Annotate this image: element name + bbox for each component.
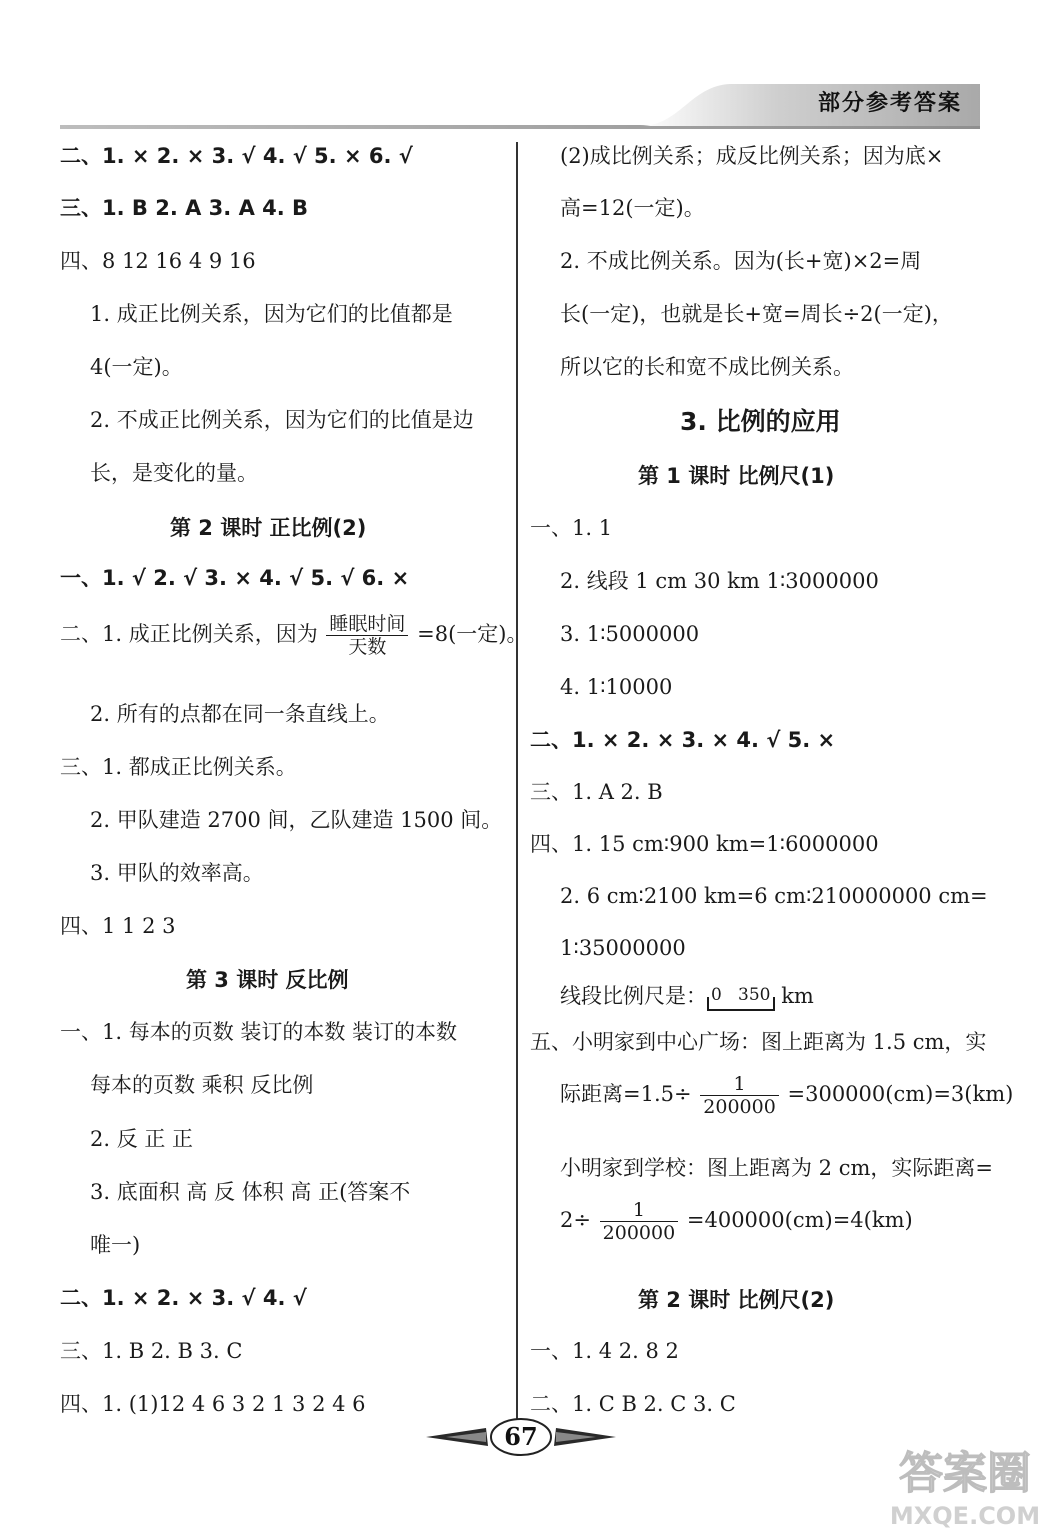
answer-line: 2. 反 正 正: [90, 1127, 194, 1151]
answer-line-fraction: [530, 1070, 1013, 1118]
answer-line-fraction: [530, 1196, 913, 1244]
answer-text: 际距离=1.5÷: [560, 1082, 692, 1106]
page-number: 67: [504, 1422, 538, 1451]
answer-text: =300000(cm)=3(km): [787, 1082, 1014, 1106]
answer-line: 长(一定)，也就是长+宽=周长÷2(一定)，: [560, 302, 953, 326]
answer-line: 3. 底面积 高 反 体积 高 正(答案不: [90, 1180, 411, 1204]
answer-line: 二、1. × 2. × 3. √ 4. √: [60, 1286, 307, 1310]
answer-line: 1∶35000000: [560, 936, 686, 960]
answer-line: 高=12(一定)。: [560, 196, 705, 220]
answer-line: 四、1. 15 cm∶900 km=1∶6000000: [530, 832, 879, 856]
answer-line: 4(一定)。: [90, 355, 183, 379]
answer-line: 2. 6 cm∶2100 km=6 cm∶210000000 cm=: [560, 884, 988, 908]
answer-text: 2÷: [560, 1208, 591, 1232]
scale-zero: 0: [711, 984, 722, 1005]
svg-text:答案圈: 答案圈: [899, 1448, 1031, 1499]
answer-line: 2. 所有的点都在同一条直线上。: [90, 702, 390, 726]
answer-line: 二、1. × 2. × 3. √ 4. √ 5. × 6. √: [60, 144, 413, 168]
answer-line: 2. 不成正比例关系，因为它们的比值是边: [90, 408, 474, 432]
fraction-denominator: 天数: [348, 636, 387, 658]
column-divider: [516, 142, 518, 1420]
answer-line: 小明家到学校：图上距离为 2 cm，实际距离=: [560, 1156, 993, 1180]
lesson-heading: 第 3 课时 反比例: [186, 968, 349, 992]
answer-line: 2. 线段 1 cm 30 km 1∶3000000: [560, 569, 879, 593]
answer-text: 线段比例尺是：: [560, 984, 707, 1008]
answer-line-fraction: [60, 610, 527, 658]
answer-line: (2)成比例关系；成反比例关系；因为底×: [560, 144, 944, 168]
answer-line: 一、1. 每本的页数 装订的本数 装订的本数: [60, 1020, 458, 1044]
answer-line: 长，是变化的量。: [90, 461, 258, 485]
fraction-denominator: 200000: [703, 1096, 776, 1118]
answer-text: 二、1. 成正比例关系，因为: [60, 622, 318, 646]
lesson-heading: 第 2 课时 比例尺(2): [638, 1288, 835, 1312]
section-title: 3. 比例的应用: [680, 407, 841, 436]
svg-text:MXQE.COM: MXQE.COM: [889, 1502, 1041, 1530]
answer-line: 三、1. A 2. B: [530, 780, 663, 804]
answer-line: 所以它的长和宽不成比例关系。: [560, 355, 854, 379]
scale-unit: km: [781, 984, 814, 1008]
lesson-heading: 第 1 课时 比例尺(1): [638, 464, 835, 488]
answer-line: 3. 甲队的效率高。: [90, 861, 264, 885]
fraction: [700, 1073, 779, 1118]
answer-line: 一、1. 4 2. 8 2: [530, 1339, 679, 1363]
answer-line: 三、1. B 2. B 3. C: [60, 1339, 243, 1363]
answer-line: 三、1. 都成正比例关系。: [60, 755, 297, 779]
answer-line: 三、1. B 2. A 3. A 4. B: [60, 196, 309, 220]
watermark-logo: [880, 1440, 1050, 1532]
fraction-numerator: 1: [600, 1199, 679, 1222]
scale-value: 350: [738, 984, 771, 1005]
answer-text: =8(一定)。: [417, 622, 528, 646]
lesson-heading: 第 2 课时 正比例(2): [170, 516, 367, 540]
answer-line: 二、1. × 2. × 3. × 4. √ 5. ×: [530, 728, 836, 752]
fraction: [600, 1199, 679, 1244]
scale-bar: [707, 985, 775, 1011]
answer-line: 四、1 1 2 3: [60, 914, 176, 938]
header-title: 部分参考答案: [817, 91, 962, 116]
answer-line: 二、1. C B 2. C 3. C: [530, 1392, 736, 1416]
answer-line: 3. 1∶5000000: [560, 622, 700, 646]
answer-line: 一、1. √ 2. √ 3. × 4. √ 5. √ 6. ×: [60, 566, 410, 590]
answer-line: 四、1. (1)12 4 6 3 2 1 3 2 4 6: [60, 1392, 366, 1416]
answer-line: 1. 成正比例关系，因为它们的比值都是: [90, 302, 453, 326]
answer-line: 一、1. 1: [530, 516, 613, 540]
answer-line: 唯一): [90, 1233, 141, 1257]
answer-line: 2. 甲队建造 2700 间，乙队建造 1500 间。: [90, 808, 503, 832]
answer-line: 4. 1∶10000: [560, 675, 673, 699]
answer-line: 四、8 12 16 4 9 16: [60, 249, 256, 273]
answer-line: 每本的页数 乘积 反比例: [90, 1073, 314, 1097]
answer-line-scale: [530, 976, 814, 1016]
answer-text: =400000(cm)=4(km): [686, 1208, 913, 1232]
answer-line: 五、小明家到中心广场：图上距离为 1.5 cm，实: [530, 1030, 987, 1054]
fraction: [326, 613, 408, 658]
fraction-denominator: 200000: [602, 1222, 676, 1244]
answer-line: 2. 不成比例关系。因为(长+宽)×2=周: [560, 249, 922, 273]
fraction-numerator: 睡眠时间: [326, 613, 408, 636]
fraction-numerator: 1: [700, 1073, 779, 1096]
